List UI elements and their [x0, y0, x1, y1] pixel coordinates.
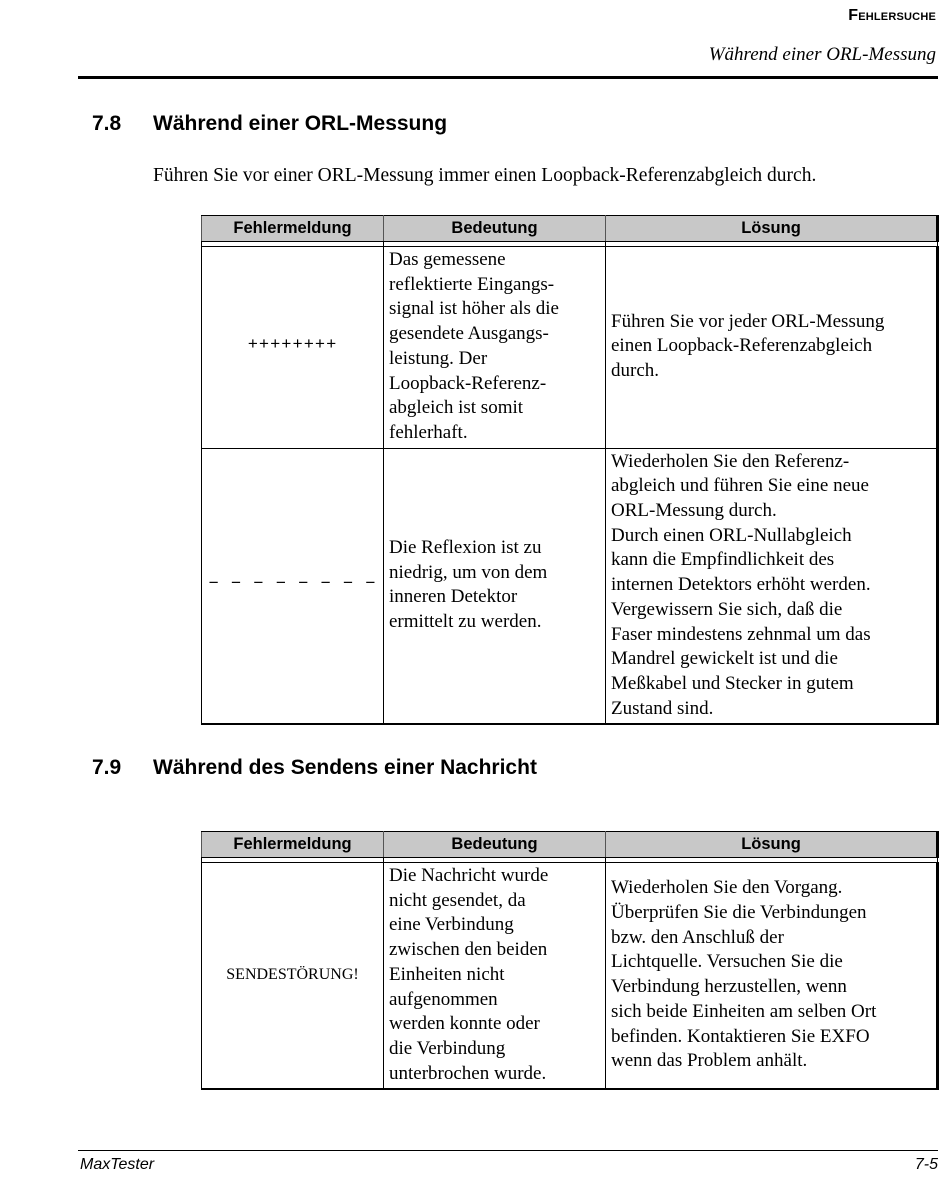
meaning-cell: Die Reflexion ist zu niedrig, um von dem inneren Detektor ermittelt zu werden.: [384, 448, 606, 724]
table-row: [202, 863, 938, 1090]
meaning-cell: Die Nachricht wurde nicht gesendet, da eine Verbindung zwischen den beiden Einheiten nicht aufgenommen werden konnte oder die Verbindung unterbrochen wurde.: [384, 863, 606, 1090]
section-number: 7.9: [92, 756, 122, 779]
table-header-row: [202, 216, 938, 242]
section-intro: Führen Sie vor einer ORL-Messung immer einen Loopback-Referenzabgleich durch.: [153, 165, 817, 186]
running-header-section: Während einer ORL-Messung: [708, 44, 936, 65]
col-header-error: Fehlermeldung: [202, 216, 384, 242]
orl-error-table: [201, 215, 939, 725]
col-header-solution: Lösung: [606, 216, 938, 242]
col-header-solution: Lösung: [606, 832, 938, 858]
section-title: Während des Sendens einer Nachricht: [153, 756, 537, 779]
meaning-cell: Das gemessene reflektierte Eingangs- signal ist höher als die gesendete Ausgangs- leistung. Der Loopback-Referenz- abgleich ist somit fehlerhaft.: [384, 247, 606, 449]
section-number: 7.8: [92, 112, 122, 135]
solution-cell: Wiederholen Sie den Vorgang. Überprüfen Sie die Verbindungen bzw. den Anschluß der Lichtquelle. Versuchen Sie die Verbindung herzustellen, wenn sich beide Einheiten am selben Ort befinden. Kontaktieren Sie EXFO wenn das Problem anhält.: [606, 863, 938, 1090]
table-header-row: [202, 832, 938, 858]
footer-rule: [78, 1150, 938, 1151]
footer-product: MaxTester: [80, 1156, 155, 1173]
col-header-error: Fehlermeldung: [202, 832, 384, 858]
error-code-cell: ++++++++: [202, 247, 384, 449]
error-code-cell: − − − − − − − −: [202, 448, 384, 724]
section-heading-7-8: [92, 112, 447, 136]
running-header-chapter: Fehlersuche: [848, 7, 936, 24]
section-title: Während einer ORL-Messung: [153, 112, 448, 135]
solution-cell: Führen Sie vor jeder ORL-Messung einen Loopback-Referenzabgleich durch.: [606, 247, 938, 449]
header-rule: [78, 76, 938, 79]
footer-page-number: 7-5: [914, 1156, 938, 1173]
table-row: [202, 448, 938, 724]
col-header-meaning: Bedeutung: [384, 216, 606, 242]
solution-cell: Wiederholen Sie den Referenz- abgleich und führen Sie eine neue ORL-Messung durch. Durch einen ORL-Nullabgleich kann die Empfindlichkeit des internen Detektors erhöht werden. Vergewissern Sie sich, daß die Faser mindestens zehnmal um das Mandrel gewickelt ist und die Meßkabel und Stecker in gutem Zustand sind.: [606, 448, 938, 724]
section-heading-7-9: [92, 756, 537, 780]
col-header-meaning: Bedeutung: [384, 832, 606, 858]
message-error-table: [201, 831, 939, 1090]
error-code-cell: SENDESTÖRUNG!: [202, 863, 384, 1090]
table-row: [202, 247, 938, 449]
